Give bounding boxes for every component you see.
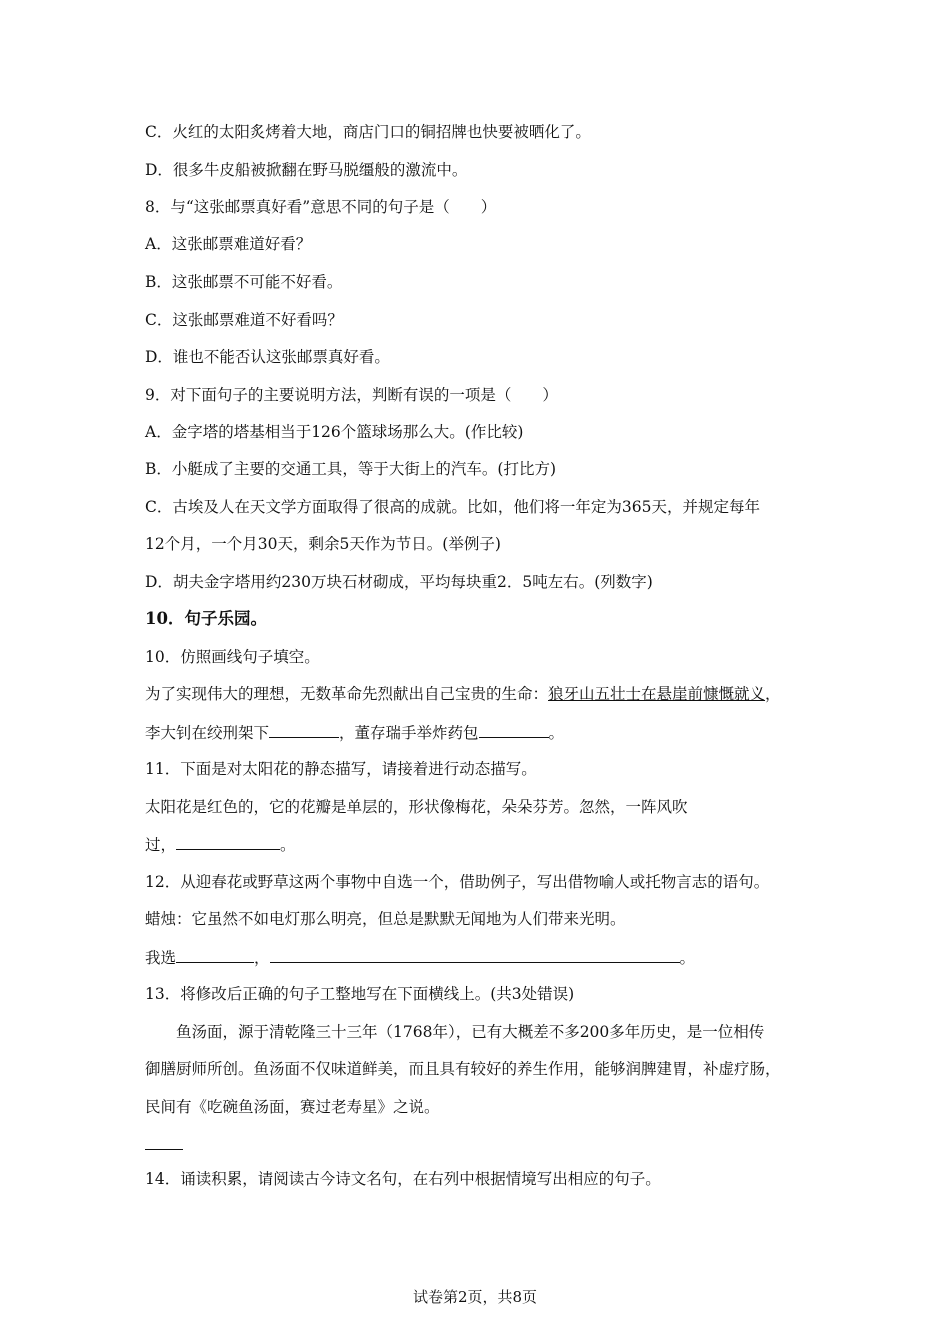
answer-blank-3[interactable]	[176, 833, 280, 850]
q9-option-c-line2: 12个月，一个月30天，剩余5天作为节日。(举例子)	[145, 535, 501, 553]
answer-blank-5[interactable]	[270, 946, 680, 963]
answer-blank-2[interactable]	[479, 721, 549, 738]
page-footer: 试卷第2页，共8页	[412, 1288, 538, 1306]
q12-answer-text-a: 我选	[145, 949, 177, 967]
q13-stem: 13．将修改后正确的句子工整地写在下面横线上。(共3处错误)	[145, 985, 575, 1003]
q13-passage-line1: 鱼汤面，源于清乾隆三十三年（1768年），已有大概差不多200多年历史，是一位相传	[145, 1023, 765, 1041]
q9-option-b: B．小艇成了主要的交通工具，等于大街上的汽车。(打比方)	[145, 460, 556, 478]
q10-stem: 10．仿照画线句子填空。	[145, 648, 320, 666]
q12-answer-text-b: ，	[254, 949, 270, 967]
q10-line2-text-a: 李大钊在绞刑架下	[145, 724, 270, 742]
q8-option-b: B．这张邮票不可能不好看。	[145, 273, 343, 291]
q9-option-c-line1: C．古埃及人在天文学方面取得了很高的成就。比如，他们将一年定为365天，并规定每年	[145, 498, 760, 516]
q10-line1	[145, 683, 781, 705]
q10-line2	[145, 721, 564, 744]
q7-option-c: C．火红的太阳炙烤着大地，商店门口的铜招牌也快要被晒化了。	[145, 123, 591, 141]
q14-stem: 14．诵读积累，请阅读古今诗文名句，在右列中根据情境写出相应的句子。	[145, 1170, 661, 1188]
q8-option-d: D．谁也不能否认这张邮票真好看。	[145, 348, 390, 366]
answer-blank-6[interactable]	[145, 1149, 183, 1150]
q12-answer-line	[145, 946, 695, 969]
section-heading: 10．句子乐园。	[145, 609, 267, 628]
q8-stem: 8．与“这张邮票真好看”意思不同的句子是（ ）	[145, 198, 497, 216]
q9-option-d: D．胡夫金字塔用约230万块石材砌成，平均每块重2．5吨左右。(列数字)	[145, 573, 653, 591]
underlined-example: 狼牙山五壮士在悬崖前慷慨就义	[548, 685, 766, 703]
answer-blank-4[interactable]	[176, 946, 254, 963]
q10-line1-text: 为了实现伟大的理想，无数革命先烈献出自己宝贵的生命：	[145, 685, 549, 703]
q9-option-a: A．金字塔的塔基相当于126个篮球场那么大。(作比较)	[145, 423, 524, 441]
q10-line1-end: ，	[765, 685, 781, 703]
q10-line2-text-c: 。	[548, 724, 565, 742]
q11-line2-text-a: 过，	[145, 836, 177, 854]
q8-option-a: A．这张邮票难道好看？	[145, 235, 312, 253]
q11-line1: 太阳花是红色的，它的花瓣是单层的，形状像梅花，朵朵芬芳。忽然，一阵风吹	[145, 798, 688, 816]
q9-stem: 9．对下面句子的主要说明方法，判断有误的一项是（ ）	[145, 386, 558, 404]
q13-passage-line2: 御膳厨师所创。鱼汤面不仅味道鲜美，而且具有较好的养生作用，能够润脾建胃，补虚疗肠，	[145, 1060, 781, 1078]
q11-stem: 11．下面是对太阳花的静态描写，请接着进行动态描写。	[145, 760, 537, 778]
q12-stem: 12．从迎春花或野草这两个事物中自选一个，借助例子，写出借物喻人或托物言志的语句。	[145, 873, 770, 891]
q10-line2-text-b: ，董存瑞手举炸药包	[339, 724, 479, 742]
q8-option-c: C．这张邮票难道不好看吗？	[145, 311, 343, 329]
answer-blank-1[interactable]	[269, 721, 339, 738]
q12-example: 蜡烛：它虽然不如电灯那么明亮，但总是默默无闻地为人们带来光明。	[145, 910, 626, 928]
q12-answer-text-c: 。	[679, 949, 696, 967]
q11-line2	[145, 833, 296, 856]
q13-passage-line3: 民间有《吃碗鱼汤面，赛过老寿星》之说。	[145, 1098, 440, 1116]
q11-line2-text-b: 。	[280, 836, 296, 854]
q7-option-d: D．很多牛皮船被掀翻在野马脱缰般的激流中。	[145, 161, 468, 179]
